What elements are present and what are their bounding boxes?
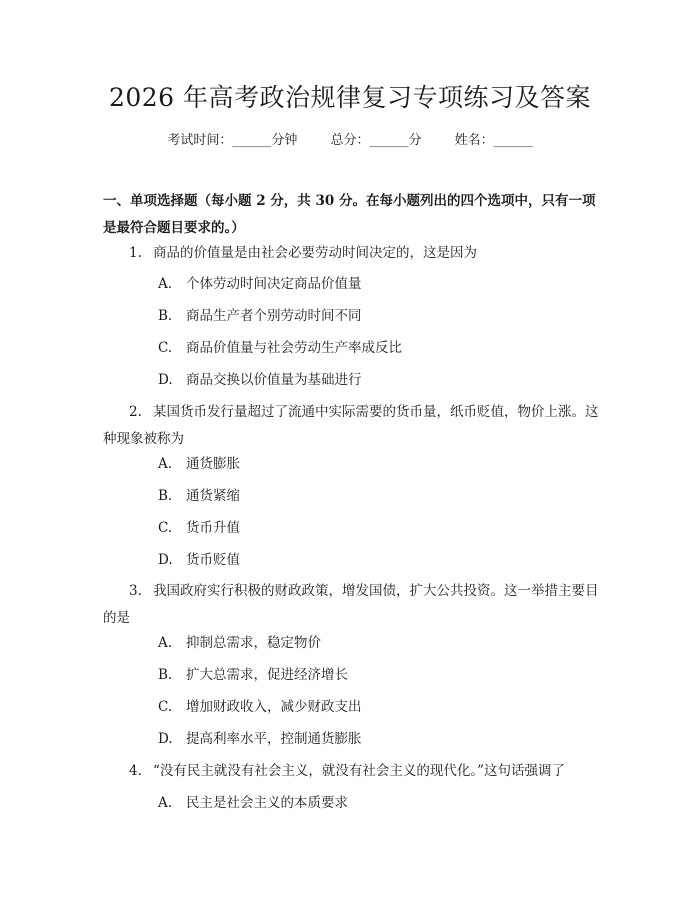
option-text: 增加财政收入，减少财政支出 (186, 699, 362, 715)
option-letter: D. (158, 731, 173, 747)
option-letter: B. (158, 308, 173, 324)
name-blank: ______ (493, 133, 533, 148)
option-letter: A. (158, 276, 173, 292)
option-text: 个体劳动时间决定商品价值量 (186, 276, 362, 292)
option-letter: C. (158, 699, 173, 715)
option-letter: B. (158, 488, 173, 504)
option-text: 商品价值量与社会劳动生产率成反比 (186, 340, 402, 356)
question-3 (103, 578, 603, 632)
section-header: 一、单项选择题（每小题 2 分，共 30 分。在每小题列出的四个选项中，只有一项是最符合题目要求的。） (103, 193, 596, 236)
question-number: 3. (129, 583, 142, 599)
question-number: 1. (129, 245, 142, 261)
option-letter: C. (158, 520, 173, 536)
question-text: 某国货币发行量超过了流通中实际需要的货币量，纸币贬值，物价上涨。这种现象被称为 (103, 404, 599, 447)
name-label: 姓名： (454, 133, 494, 148)
question-2-option-c (158, 515, 598, 542)
question-number: 2. (129, 404, 142, 420)
time-label: 考试时间： (167, 133, 233, 148)
option-letter: D. (158, 552, 173, 568)
question-1-option-a (158, 271, 598, 298)
question-2-option-d (158, 547, 598, 574)
exam-info-line (0, 130, 700, 152)
question-3-option-d (158, 726, 598, 753)
question-text: “没有民主就没有社会主义，就没有社会主义的现代化。”这句话强调了 (153, 763, 566, 779)
score-blank: ______ (369, 133, 409, 148)
question-3-option-b (158, 662, 598, 689)
question-4-option-a (158, 790, 598, 817)
question-2-option-a (158, 451, 598, 478)
option-text: 扩大总需求，促进经济增长 (186, 667, 348, 683)
score-unit: 分 (408, 133, 422, 148)
page-title: 2026 年高考政治规律复习专项练习及答案 (108, 83, 592, 112)
time-blank: ______ (232, 133, 272, 148)
question-1-option-d (158, 367, 598, 394)
question-1-option-b (158, 303, 598, 330)
option-letter: A. (158, 635, 173, 651)
option-letter: A. (158, 795, 173, 811)
time-unit: 分钟 (271, 133, 298, 148)
option-text: 通货膨胀 (186, 456, 240, 472)
option-letter: A. (158, 456, 173, 472)
option-text: 提高利率水平，控制通货膨胀 (186, 731, 362, 747)
option-letter: D. (158, 372, 173, 388)
question-3-option-a (158, 630, 598, 657)
question-number: 4. (129, 763, 142, 779)
option-letter: B. (158, 667, 173, 683)
question-3-option-c (158, 694, 598, 721)
question-text: 商品的价值量是由社会必要劳动时间决定的，这是因为 (153, 245, 477, 261)
question-1 (103, 240, 603, 267)
question-2 (103, 399, 603, 453)
question-2-option-b (158, 483, 598, 510)
question-4 (103, 758, 603, 785)
score-label: 总分： (330, 133, 370, 148)
option-text: 通货紧缩 (186, 488, 240, 504)
option-text: 抑制总需求，稳定物价 (186, 635, 321, 651)
question-text: 我国政府实行积极的财政政策，增发国债，扩大公共投资。这一举措主要目的是 (103, 583, 599, 626)
option-text: 货币升值 (186, 520, 240, 536)
option-letter: C. (158, 340, 173, 356)
option-text: 货币贬值 (186, 552, 240, 568)
option-text: 商品生产者个别劳动时间不同 (186, 308, 362, 324)
option-text: 民主是社会主义的本质要求 (186, 795, 348, 811)
question-1-option-c (158, 335, 598, 362)
option-text: 商品交换以价值量为基础进行 (186, 372, 362, 388)
